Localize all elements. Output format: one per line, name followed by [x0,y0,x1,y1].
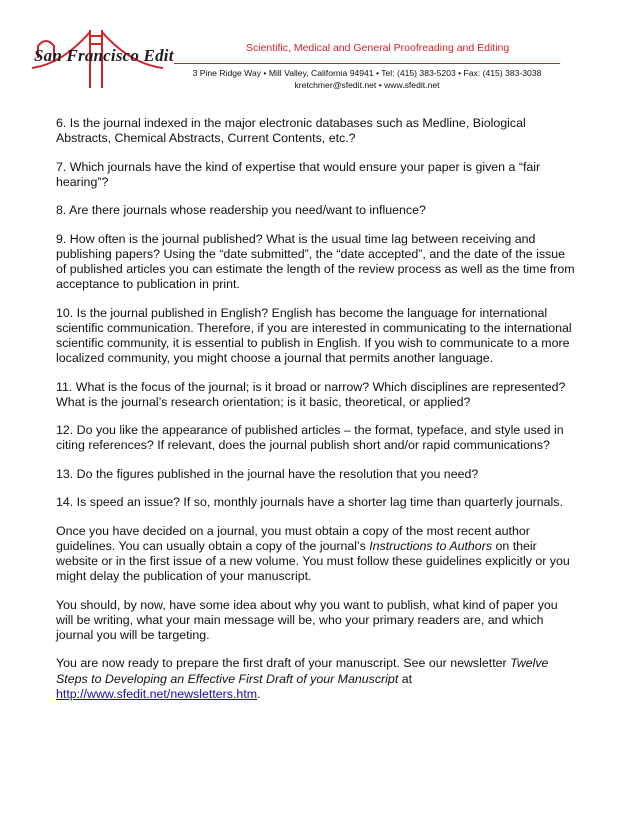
guidelines-text-1: Once you have decided on a journal, you must obtain a copy of the most recent author guidelines. You can usually obtain a copy of the journal’s [56,523,530,553]
contact-line: kretchmer@sfedit.net • www.sfedit.net [294,80,440,90]
guidelines-paragraph [56,524,576,585]
closing-paragraph [56,656,576,702]
paragraph-11: 11. What is the focus of the journal; is it broad or narrow? Which disciplines are represented? What is the journal’s research orientation; is it basic, theoretical, or applied? [56,379,566,409]
newsletter-link[interactable]: http://www.sfedit.net/newsletters.htm [56,686,258,701]
closing-text-2: at [398,671,413,686]
paragraph-10: 10. Is the journal published in English? English has become the language for international scientific communication. Therefore, if you are interested in communicating to the international scientific community, it is essential to publish in English. If you wish to communicate to a more localized community, you might choose a journal that permits another language. [56,305,572,366]
logo-text: San Francisco Edit [34,46,174,65]
closing-text-1: You are now ready to prepare the first draft of your manuscript. See our newsletter [56,656,511,671]
paragraph-6: 6. Is the journal indexed in the major electronic databases such as Medline, Biological Abstracts, Chemical Abstracts, Current Contents, etc.? [56,116,526,146]
paragraph-12: 12. Do you like the appearance of published articles – the format, typeface, and style used in citing references? If relevant, does the journal publish short and/or rapid communications? [56,423,564,453]
paragraph-9: 9. How often is the journal published? What is the usual time lag between receiving and publishing papers? Using the “date submitted”, the “date accepted”, and the date of the issue of published articles you can estimate the length of the review process as well as the time from acceptance to publication in print. [56,231,575,292]
newsletter-title: Twelve Steps to Developing an Effective First Draft of your Manuscript [56,656,549,686]
guidelines-text-2: on their website or in the first issue of a new volume. You must follow these guidelines explicitly or you might delay the publication of your manuscript. [56,538,570,584]
paragraph-13: 13. Do the figures published in the journal have the resolution that you need? [56,466,479,481]
paragraph-7: 7. Which journals have the kind of expertise that would ensure your paper is given a “fair hearing”? [56,159,541,189]
guidelines-italic: Instructions to Authors [369,538,493,553]
paragraph-8: 8. Are there journals whose readership you need/want to influence? [56,203,426,218]
header-divider [174,63,560,64]
address-block [174,67,560,91]
document-body [56,116,576,715]
summary-paragraph: You should, by now, have some idea about why you want to publish, what kind of paper you will be writing, what your main message will be, who your primary readers are, and which journal you will be targeting. [56,597,558,642]
address-line: 3 Pine Ridge Way • Mill Valley, California 94941 • Tel: (415) 383-5203 • Fax: (415) 383-3038 [192,68,542,78]
tagline: Scientific, Medical and General Proofreading and Editing [246,42,510,54]
closing-period: . [257,686,261,701]
paragraph-14: 14. Is speed an issue? If so, monthly journals have a shorter lag time than quarterly journals. [56,495,563,510]
